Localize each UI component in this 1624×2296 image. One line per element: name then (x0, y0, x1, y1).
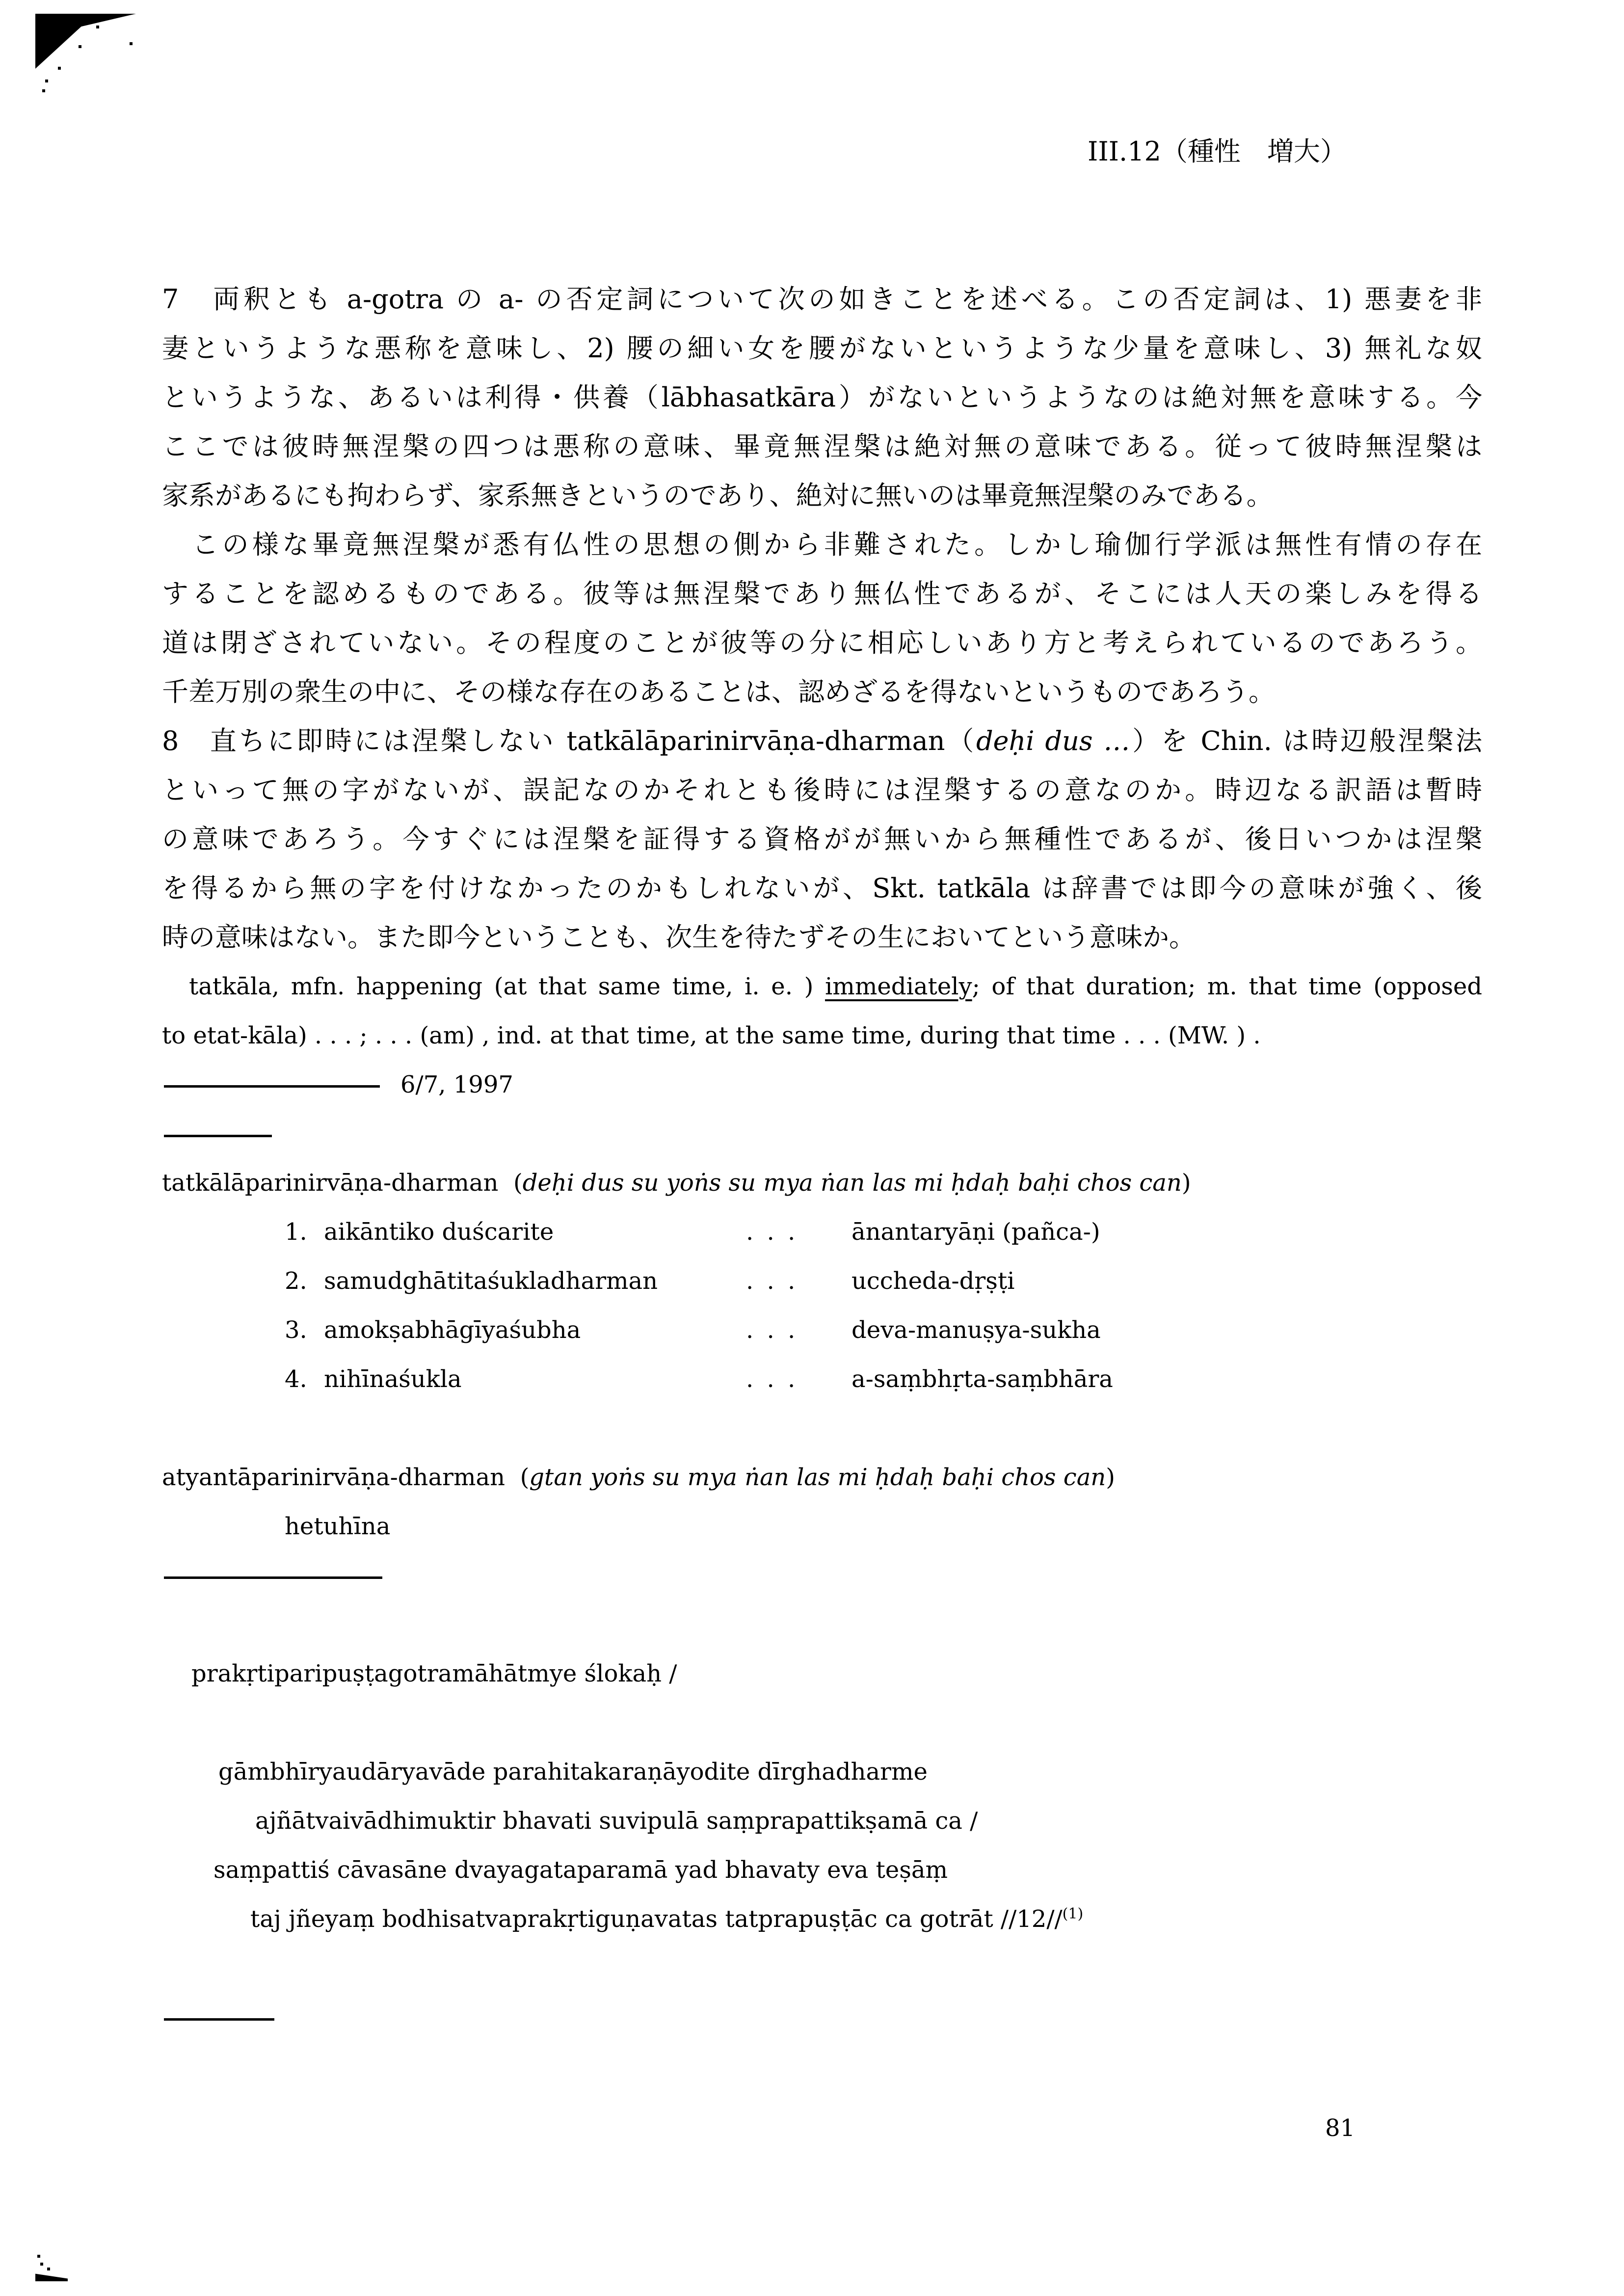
paren: ( (520, 1464, 530, 1491)
ellipsis-dots: . . . (746, 1365, 799, 1393)
body-line: といって無の字がないが、誤記なのかそれとも後時には涅槃するの意なのか。時辺なる訳語は暫時 (162, 774, 1482, 805)
dash-rule (164, 1085, 380, 1088)
section-heading (162, 1453, 1482, 1502)
divider-rule (164, 1135, 272, 1137)
page-body (162, 275, 1482, 2042)
tibetan-transliteration: deḥi dus … (976, 725, 1130, 756)
sanskrit-gloss: deva-manuṣya-sukha (852, 1316, 1101, 1344)
blank-line (162, 1600, 1482, 1649)
tibetan-transliteration: gtan yoṅs su mya ṅan las mi ḥdaḥ baḥi chos can (529, 1464, 1106, 1491)
divider-line (162, 1993, 1482, 2042)
date-reference-line (162, 1060, 1482, 1109)
tibetan-transliteration: deḥi dus su yoṅs su mya ṅan las mi ḥdaḥ baḥi chos can (522, 1169, 1182, 1197)
sanskrit-gloss: uccheda-dṛṣṭi (852, 1267, 1015, 1295)
sanskrit-term: amokṣabhāgīyaśubha (324, 1316, 581, 1344)
list-number: 2. (285, 1267, 307, 1295)
divider-line (162, 1109, 1482, 1158)
body-line-text: 8 直ちに即時には涅槃しない tatkālāparinirvāṇa-dharman（ (162, 725, 976, 756)
list-number: 3. (285, 1316, 307, 1344)
sanskrit-term: aikāntiko duścarite (324, 1218, 554, 1246)
blank-line (162, 1944, 1482, 1993)
dictionary-quote-line: to etat-kāla) . . . ; . . . (am) , ind. at that time, at the same time, during that time . . . (MW. ) . (162, 1022, 1261, 1049)
paren: ( (513, 1169, 523, 1197)
term-list-row (162, 1256, 1482, 1306)
dictionary-text: ; of that duration; m. that time (opposed (972, 973, 1483, 1000)
scan-speck (47, 2268, 50, 2270)
divider-line (162, 1551, 1482, 1600)
scan-speck (58, 67, 61, 70)
scan-speck (42, 89, 45, 92)
body-line: を得るから無の字を付けなかったのかもしれないが、Skt. tatkāla は辞書では即今の意味が強く、後 (162, 873, 1482, 904)
sloka-intro-line: prakṛtiparipuṣṭagotramāhātmye ślokaḥ / (191, 1660, 677, 1687)
list-number: 4. (285, 1365, 307, 1393)
ellipsis-dots: . . . (746, 1316, 799, 1344)
verse-line: gāmbhīryaudāryavāde parahitakaraṇāyodite dīrghadharme (218, 1758, 928, 1786)
body-line: 千差万別の衆生の中に、その様な存在のあることは、認めざるを得ないというものであろう。 (162, 676, 1275, 707)
scan-corner-mark-bottom-left (35, 2270, 68, 2281)
sanskrit-term: atyantāparinirvāṇa-dharman (162, 1464, 506, 1491)
sanskrit-term: samudghātitaśukladharman (324, 1267, 658, 1295)
ellipsis-dots: . . . (746, 1218, 799, 1246)
scan-speck (37, 2255, 40, 2258)
body-line: というような、あるいは利得・供養（lābhasatkāra）がないというようなのは絶対無を意味する。今 (162, 382, 1482, 413)
dictionary-text: tatkāla, mfn. happening (at that same time, i. e. ) (189, 973, 825, 1000)
scan-speck (96, 26, 99, 28)
term-list-row (162, 1355, 1482, 1404)
verse-line: ajñātvaivādhimuktir bhavati suvipulā saṃprapattikṣamā ca / (255, 1807, 978, 1835)
scan-speck (45, 80, 48, 82)
verse-line (162, 1895, 1482, 1944)
date-reference: 6/7, 1997 (400, 1071, 513, 1098)
page-number: 81 (1325, 2114, 1356, 2142)
sanskrit-term: nihīnaśukla (324, 1365, 462, 1393)
body-line: 道は閉ざされていない。その程度のことが彼等の分に相応しいあり方と考えられているのであろう。 (162, 627, 1482, 658)
page-header-section-title: III.12（種性 増大） (1088, 136, 1347, 167)
divider-rule (164, 1576, 382, 1579)
sanskrit-gloss: a-saṃbhṛta-saṃbhāra (852, 1365, 1113, 1393)
list-number: 1. (285, 1218, 307, 1246)
body-line: ここでは彼時無涅槃の四つは悪称の意味、畢竟無涅槃は絶対無の意味である。従って彼時無涅槃は (162, 431, 1482, 462)
section-heading (162, 1158, 1482, 1207)
scan-speck (130, 42, 133, 45)
dictionary-quote-line (162, 962, 1482, 1011)
ellipsis-dots: . . . (746, 1267, 799, 1295)
term-list-row (162, 1306, 1482, 1355)
body-line (162, 717, 1482, 766)
sanskrit-gloss: ānantaryāṇi (pañca-) (852, 1218, 1100, 1246)
verse-text: taj jñeyaṃ bodhisatvaprakṛtiguṇavatas tatprapuṣṭāc ca gotrāt //12// (250, 1905, 1063, 1933)
blank-line (162, 1698, 1482, 1747)
body-line: することを認めるものである。彼等は無涅槃であり無仏性であるが、そこには人天の楽しみを得る (162, 578, 1482, 609)
paren: ) (1181, 1169, 1191, 1197)
divider-rule (164, 2018, 274, 2021)
body-line-text: ）を Chin. は時辺般涅槃法 (1130, 725, 1483, 756)
body-line: 妻というような悪称を意味し、2) 腰の細い女を腰がないというような少量を意味し、3) 無礼な奴 (162, 333, 1482, 364)
body-line: の意味であろう。今すぐには涅槃を証得する資格がが無いから無種性であるが、後日いつかは涅槃 (162, 824, 1482, 854)
body-line: 家系があるにも拘わらず、家系無きというのであり、絶対に無いのは畢竟無涅槃のみである。 (162, 480, 1273, 511)
paren: ) (1106, 1464, 1115, 1491)
body-line: 時の意味はない。また即今ということも、次生を待たずその生においてという意味か。 (162, 922, 1196, 953)
verse-line: saṃpattiś cāvasāne dvayagataparamā yad bhavaty eva teṣāṃ (213, 1856, 948, 1884)
underlined-word: immediately (825, 973, 972, 1000)
term-list-row (162, 1207, 1482, 1256)
scan-speck (79, 45, 81, 48)
body-line: 7 両釈とも a-gotra の a- の否定詞について次の如きことを述べる。この否定詞は、1) 悪妻を非 (162, 284, 1482, 315)
blank-line (162, 1404, 1482, 1453)
scan-speck (40, 2263, 43, 2266)
sanskrit-term: tatkālāparinirvāṇa-dharman (162, 1169, 499, 1197)
sanskrit-subterm: hetuhīna (285, 1513, 391, 1540)
footnote-marker: (1) (1062, 1905, 1084, 1922)
body-line: この様な畢竟無涅槃が悉有仏性の思想の側から非難された。しかし瑜伽行学派は無性有情の存在 (162, 529, 1482, 560)
